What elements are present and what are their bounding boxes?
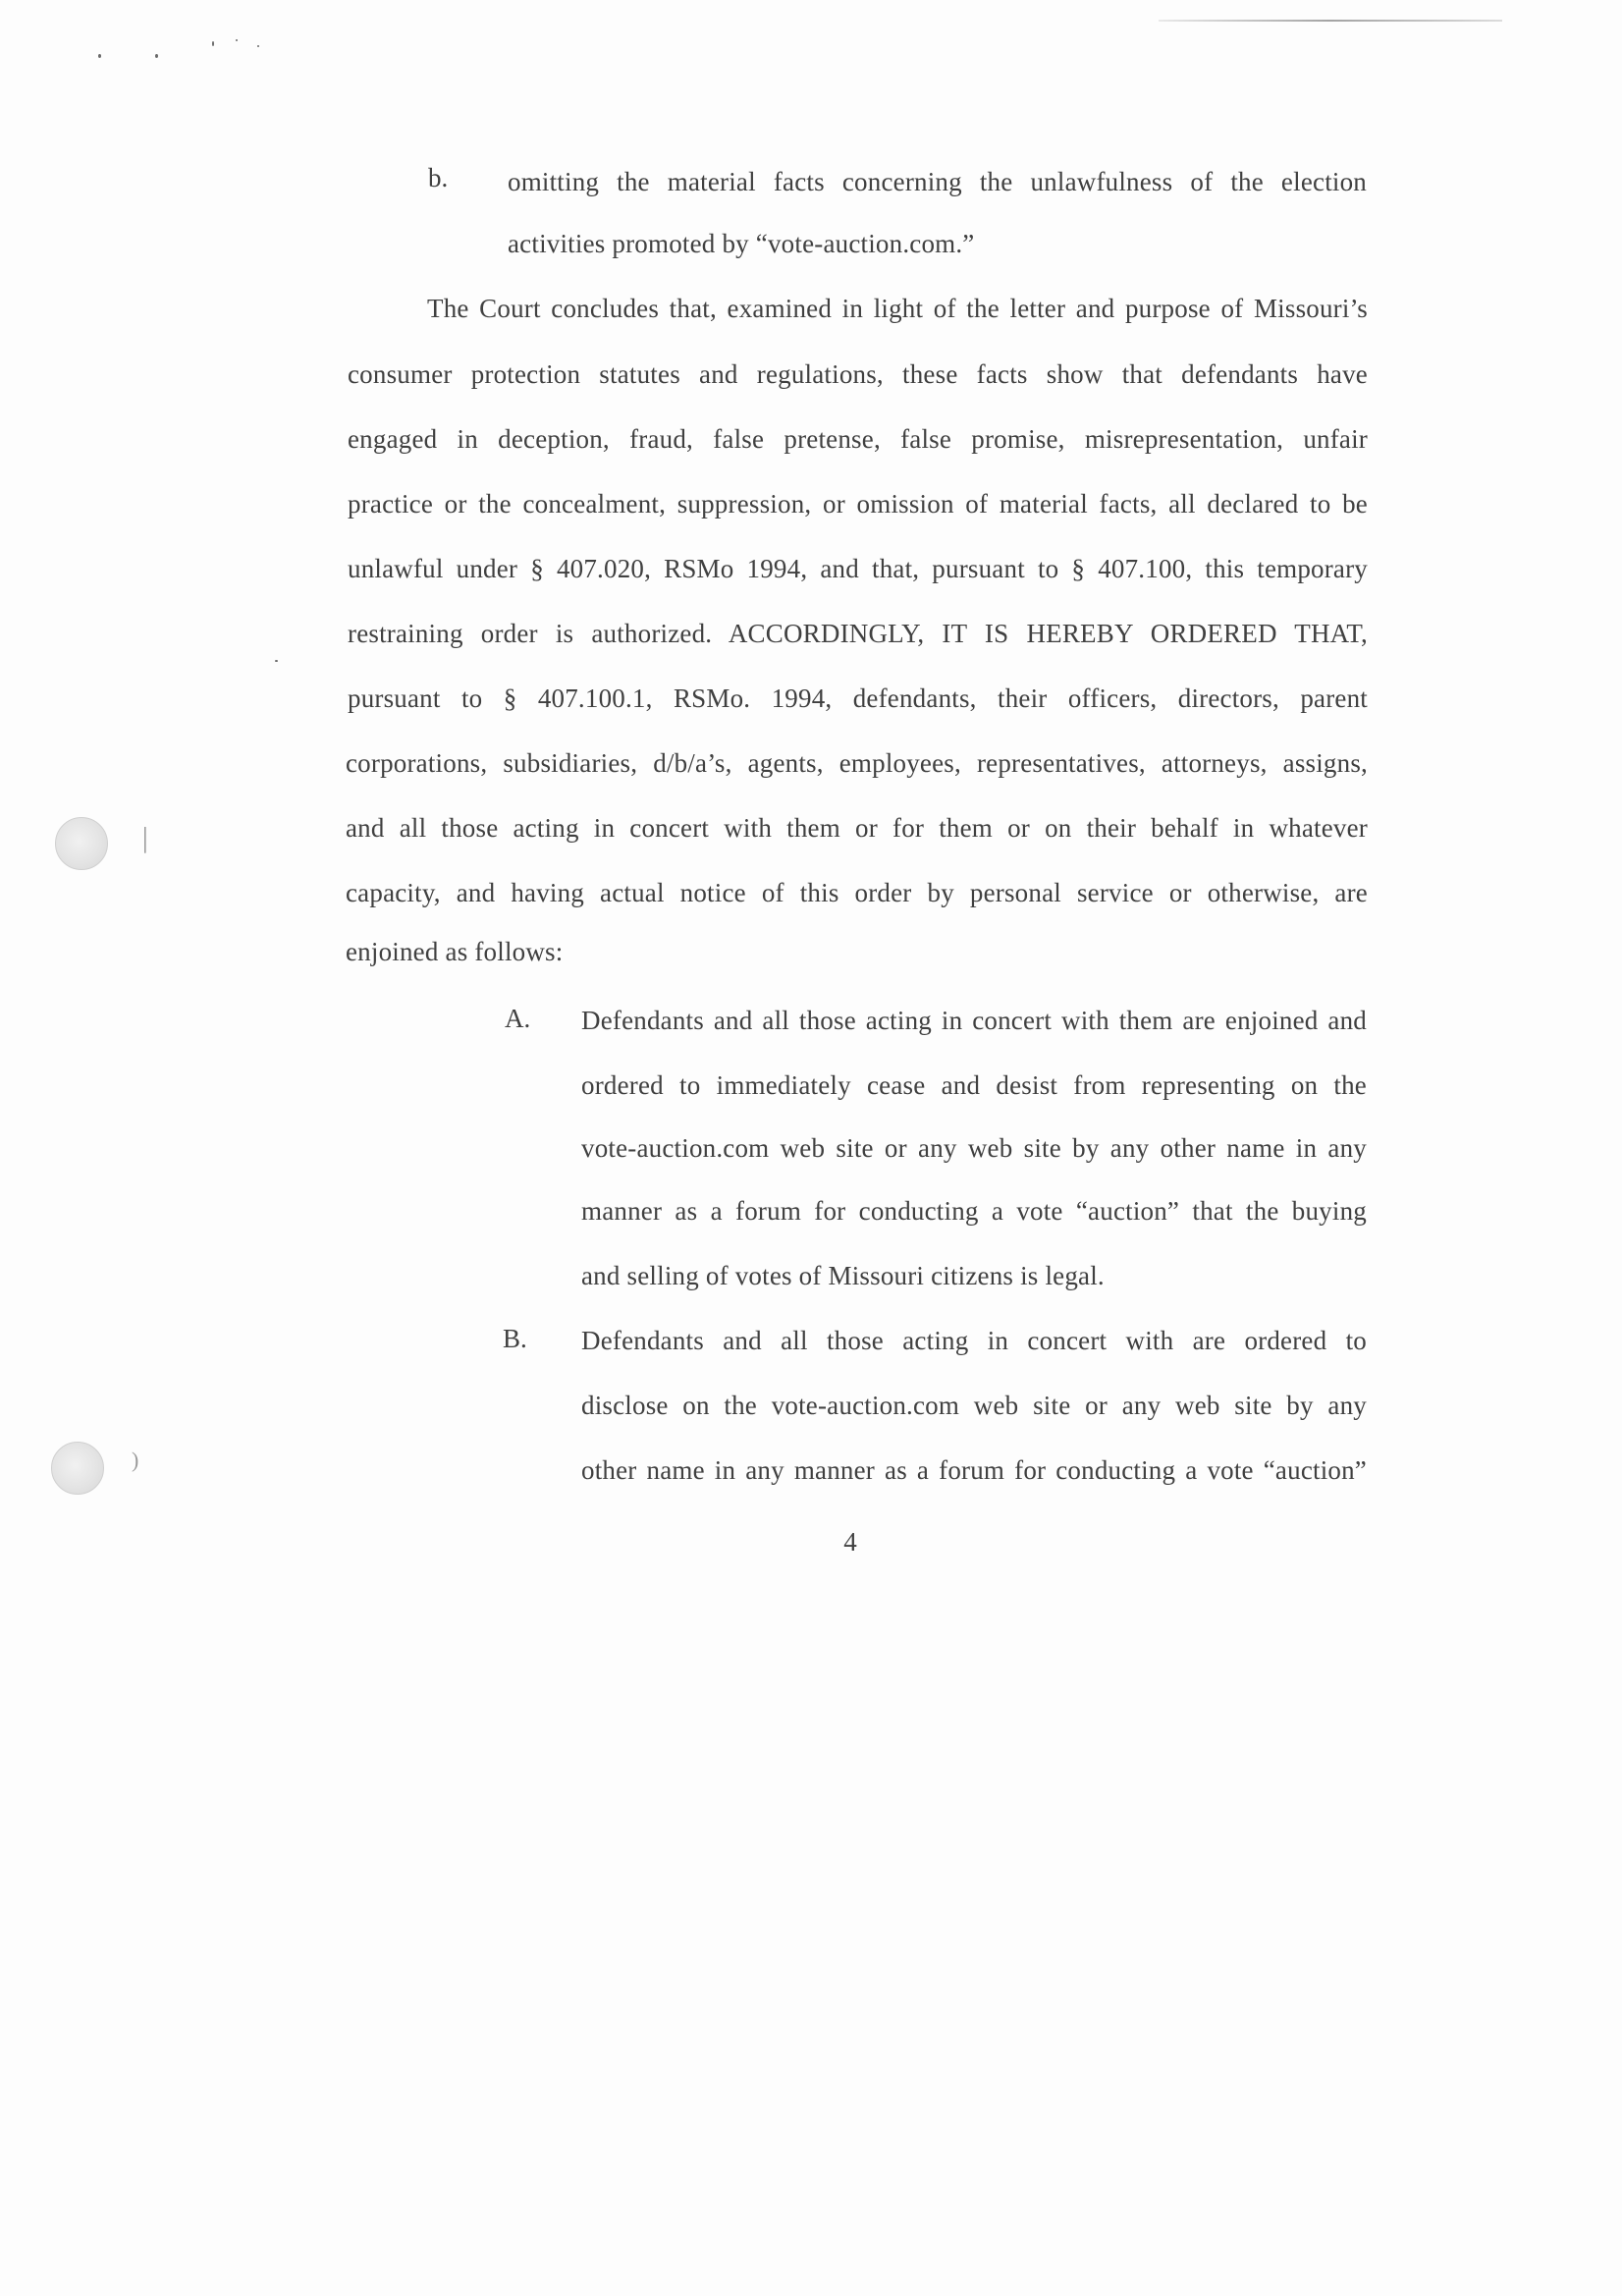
- scan-speck: [155, 54, 158, 58]
- paragraph-line: pursuant to § 407.100.1, RSMo. 1994, defendants, their officers, directors, parent: [348, 683, 1368, 713]
- paragraph-line: practice or the concealment, suppression, or omission of material facts, all declared to be: [348, 489, 1368, 519]
- item-b-upper-line: Defendants and all those acting in concert with are ordered to: [581, 1326, 1367, 1355]
- paragraph-line: enjoined as follows:: [346, 937, 564, 966]
- list-marker-b-upper: B.: [503, 1324, 527, 1353]
- paragraph-line: capacity, and having actual notice of this order by personal service or otherwise, are: [346, 878, 1368, 907]
- page-number: 4: [843, 1527, 857, 1557]
- paragraph-line: engaged in deception, fraud, false pretense, false promise, misrepresentation, unfair: [348, 424, 1368, 454]
- item-b-line-2: activities promoted by “vote-auction.com.”: [508, 229, 975, 258]
- scan-speck: [257, 45, 259, 47]
- punch-hole-lower: [51, 1442, 104, 1495]
- punch-hole-upper: [55, 817, 108, 870]
- item-b-upper-line: other name in any manner as a forum for conducting a vote “auction”: [581, 1455, 1367, 1485]
- scan-speck: [236, 39, 238, 41]
- item-a-line: vote-auction.com web site or any web site by any other name in any: [581, 1133, 1367, 1163]
- item-a-line: Defendants and all those acting in concert with them are enjoined and: [581, 1006, 1367, 1035]
- paragraph-line: restraining order is authorized. ACCORDINGLY, IT IS HEREBY ORDERED THAT,: [348, 619, 1368, 648]
- item-a-line: ordered to immediately cease and desist from representing on the: [581, 1070, 1367, 1100]
- list-marker-b: b.: [428, 163, 449, 192]
- scan-speck: [275, 660, 278, 662]
- paragraph-line: consumer protection statutes and regulations, these facts show that defendants have: [348, 359, 1368, 389]
- item-a-line: manner as a forum for conducting a vote “auction” that the buying: [581, 1196, 1367, 1226]
- item-b-upper-line: disclose on the vote-auction.com web site or any web site by any: [581, 1391, 1367, 1420]
- item-a-line: and selling of votes of Missouri citizens is legal.: [581, 1261, 1105, 1290]
- scan-speck: [212, 41, 214, 46]
- paragraph-line: corporations, subsidiaries, d/b/a’s, agents, employees, representatives, attorneys, assigns,: [346, 748, 1368, 778]
- paragraph-line: unlawful under § 407.020, RSMo 1994, and that, pursuant to § 407.100, this temporary: [348, 554, 1368, 583]
- list-marker-a: A.: [505, 1004, 531, 1033]
- paragraph-line: The Court concludes that, examined in light of the letter and purpose of Missouri’s: [427, 294, 1368, 323]
- scan-speck: ): [132, 1448, 139, 1472]
- scan-artifact-line: [1159, 20, 1502, 22]
- scan-speck: │: [137, 827, 153, 851]
- scan-speck: [98, 54, 101, 58]
- paragraph-line: and all those acting in concert with them or for them or on their behalf in whatever: [346, 813, 1368, 843]
- item-b-line-1: omitting the material facts concerning the unlawfulness of the election: [508, 167, 1367, 196]
